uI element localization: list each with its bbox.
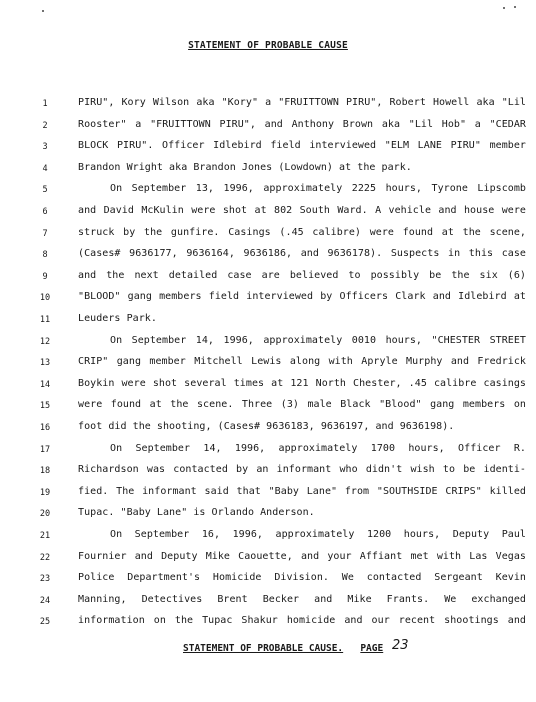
line-number: 17: [39, 444, 51, 455]
document-line: [0, 592, 536, 614]
page-heading: STATEMENT OF PROBABLE CAUSE: [188, 40, 348, 51]
line-text: CRIP" gang member Mitchell Lewis along with Apryle Murphy and Fredrick: [78, 356, 526, 368]
line-number: 11: [39, 315, 51, 325]
scan-speck: [42, 10, 44, 12]
footer-page-number: 23: [391, 638, 409, 653]
line-number: 15: [39, 401, 51, 412]
document-line: [0, 397, 536, 419]
line-text: Fournier and Deputy Mike Caouette, and your Affiant met with Las Vegas: [78, 550, 526, 562]
footer-page-label: PAGE: [360, 643, 384, 654]
document-line: [0, 160, 536, 182]
line-number: 14: [39, 379, 51, 390]
document-line: [0, 181, 536, 203]
line-text: Tupac. "Baby Lane" is Orlando Anderson.: [78, 507, 315, 519]
line-text: BLOCK PIRU". Officer Idlebird field interviewed "ELM LANE PIRU" member: [78, 140, 526, 152]
line-text: were found at the scene. Three (3) male Black "Blood" gang members on: [78, 399, 526, 411]
line-number: 5: [42, 185, 48, 196]
line-text: On September 16, 1996, approximately 1200 hours, Deputy Paul: [110, 529, 526, 540]
document-line: [0, 441, 536, 463]
line-number: 7: [42, 228, 48, 239]
line-text: foot did the shooting, (Cases# 9636183, 9636197, and 9636198).: [78, 421, 455, 432]
document-line: [0, 484, 536, 506]
line-text: Rooster" a "FRUITTOWN PIRU", and Anthony Brown aka "Lil Hob" a "CEDAR: [78, 118, 526, 130]
document-line: [0, 354, 536, 376]
line-number: 23: [39, 574, 51, 585]
document-line: [0, 117, 536, 139]
line-number: 16: [39, 423, 51, 433]
document-line: [0, 570, 536, 592]
document-line: [0, 289, 536, 311]
document-line: [0, 246, 536, 268]
line-text: and the next detailed case are believed to possibly be the six (6): [78, 269, 526, 281]
line-text: information on the Tupac Shakur homicide and our recent shootings and: [78, 615, 526, 627]
line-number: 13: [39, 358, 51, 369]
document-line: [0, 138, 536, 160]
line-number: 20: [39, 509, 51, 520]
line-number: 24: [39, 595, 51, 606]
line-text: Leuders Park.: [78, 313, 157, 324]
document-line: [0, 95, 536, 117]
line-number: 4: [42, 163, 48, 174]
line-text: PIRU", Kory Wilson aka "Kory" a "FRUITTOWN PIRU", Robert Howell aka "Lil: [78, 97, 526, 108]
page-footer: [183, 640, 409, 655]
document-line: [0, 419, 536, 441]
line-text: Manning, Detectives Brent Becker and Mike Frants. We exchanged: [78, 593, 526, 605]
line-text: struck by the gunfire. Casings (.45 calibre) were found at the scene,: [78, 226, 526, 238]
line-text: On September 14, 1996, approximately 1700 hours, Officer R.: [110, 442, 526, 454]
line-text: Brandon Wright aka Brandon Jones (Lowdown) at the park.: [78, 161, 412, 173]
line-number: 9: [42, 271, 48, 282]
line-text: On September 14, 1996, approximately 0010 hours, "CHESTER STREET: [110, 334, 526, 346]
document-line: [0, 613, 536, 635]
document-line: [0, 505, 536, 527]
line-number: 6: [42, 207, 48, 217]
line-text: Richardson was contacted by an informant who didn't wish to be identi-: [78, 464, 526, 476]
document-line: [0, 203, 536, 225]
document-line: [0, 376, 536, 398]
line-number: 25: [39, 617, 51, 628]
line-number: 3: [42, 142, 48, 153]
document-line: [0, 549, 536, 571]
document-line: [0, 225, 536, 247]
line-text: "BLOOD" gang members field interviewed by Officers Clark and Idlebird at: [78, 291, 526, 303]
line-number: 19: [39, 487, 51, 498]
line-text: fied. The informant said that "Baby Lane" from "SOUTHSIDE CRIPS" killed: [78, 485, 526, 497]
footer-label: STATEMENT OF PROBABLE CAUSE.: [183, 643, 344, 654]
line-text: Police Department's Homicide Division. We contacted Sergeant Kevin: [78, 572, 526, 584]
line-number: 2: [42, 120, 48, 131]
document-line: [0, 311, 536, 333]
line-number: 12: [39, 336, 51, 347]
document-line: [0, 333, 536, 355]
document-line: [0, 462, 536, 484]
line-number: 8: [42, 250, 48, 261]
scan-speck: [514, 6, 516, 8]
line-text: (Cases# 9636177, 9636164, 9636186, and 9636178). Suspects in this case: [78, 248, 526, 260]
line-number: 1: [42, 99, 48, 109]
document-line: [0, 268, 536, 290]
line-number: 18: [39, 466, 51, 477]
line-text: On September 13, 1996, approximately 2225 hours, Tyrone Lipscomb: [110, 183, 526, 195]
line-text: Boykin were shot several times at 121 North Chester, .45 calibre casings: [78, 377, 526, 389]
document-line: [0, 527, 536, 549]
line-number: 22: [39, 552, 51, 563]
line-number: 21: [39, 531, 51, 541]
line-text: and David McKulin were shot at 802 South Ward. A vehicle and house were: [78, 205, 526, 216]
line-number: 10: [39, 293, 51, 304]
scan-speck: [503, 7, 505, 9]
